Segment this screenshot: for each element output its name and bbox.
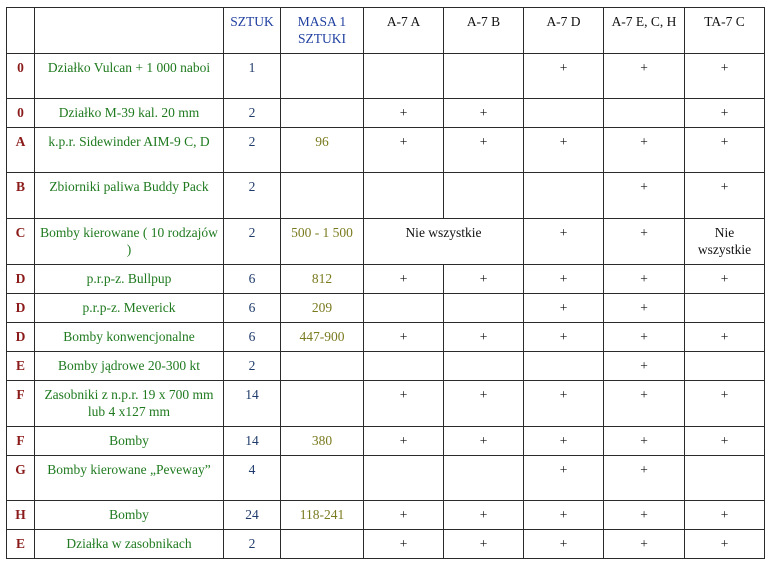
weapon-name: Zasobniki z n.p.r. 19 x 700 mm lub 4 x127 mm — [35, 381, 224, 427]
variant-mark — [444, 173, 524, 219]
variant-mark: + — [444, 501, 524, 530]
variant-mark — [524, 352, 604, 381]
weapon-name: Działka w zasobnikach — [35, 530, 224, 559]
variant-mark: + — [364, 381, 444, 427]
variant-mark: + — [604, 323, 685, 352]
weapon-code: 0 — [7, 99, 35, 128]
variant-mark: + — [524, 54, 604, 99]
variant-mark: + — [524, 381, 604, 427]
weapon-name: Zbiorniki paliwa Buddy Pack — [35, 173, 224, 219]
weapon-code: 0 — [7, 54, 35, 99]
variant-mark: + — [364, 323, 444, 352]
weapon-name: p.r.p-z. Bullpup — [35, 265, 224, 294]
variant-mark: + — [604, 427, 685, 456]
variant-mark — [444, 294, 524, 323]
weapon-quantity: 2 — [224, 173, 281, 219]
weapon-mass: 118-241 — [281, 501, 364, 530]
header-a7d: A-7 D — [524, 8, 604, 54]
table-row — [7, 265, 765, 294]
header-a7ech: A-7 E, C, H — [604, 8, 685, 54]
weapon-quantity: 6 — [224, 323, 281, 352]
variant-mark: + — [604, 456, 685, 501]
table-row — [7, 456, 765, 501]
variant-mark: + — [364, 530, 444, 559]
table-row — [7, 323, 765, 352]
variant-mark: + — [364, 99, 444, 128]
variant-mark: + — [604, 501, 685, 530]
weapon-mass — [281, 352, 364, 381]
table-row — [7, 219, 765, 265]
variant-mark — [364, 173, 444, 219]
variant-mark — [444, 54, 524, 99]
variant-mark: + — [604, 265, 685, 294]
variant-mark — [444, 352, 524, 381]
armament-table — [6, 7, 765, 559]
header-a7b: A-7 B — [444, 8, 524, 54]
variant-mark — [685, 294, 765, 323]
variant-mark: + — [604, 54, 685, 99]
weapon-code: E — [7, 352, 35, 381]
header-a7a: A-7 A — [364, 8, 444, 54]
weapon-mass — [281, 54, 364, 99]
variant-mark: + — [524, 294, 604, 323]
table-row — [7, 530, 765, 559]
weapon-code: F — [7, 427, 35, 456]
variant-mark: + — [444, 530, 524, 559]
weapon-quantity: 2 — [224, 352, 281, 381]
weapon-code: G — [7, 456, 35, 501]
weapon-quantity: 2 — [224, 128, 281, 173]
variant-mark — [524, 99, 604, 128]
weapon-name: Działko Vulcan + 1 000 naboi — [35, 54, 224, 99]
weapon-mass: 96 — [281, 128, 364, 173]
weapon-name: k.p.r. Sidewinder AIM-9 C, D — [35, 128, 224, 173]
weapon-mass — [281, 456, 364, 501]
variant-mark: + — [604, 173, 685, 219]
weapon-quantity: 2 — [224, 99, 281, 128]
variant-mark: + — [685, 173, 765, 219]
weapon-code: D — [7, 323, 35, 352]
weapon-mass: 380 — [281, 427, 364, 456]
variant-mark: + — [685, 501, 765, 530]
armament-table-body — [7, 8, 765, 559]
weapon-mass: 447-900 — [281, 323, 364, 352]
weapon-quantity: 4 — [224, 456, 281, 501]
table-row — [7, 352, 765, 381]
variant-mark: + — [444, 381, 524, 427]
table-row — [7, 128, 765, 173]
variant-mark: + — [524, 265, 604, 294]
weapon-name: Bomby kierowane ( 10 rodzajów ) — [35, 219, 224, 265]
weapon-mass — [281, 99, 364, 128]
variant-mark: + — [364, 427, 444, 456]
table-row — [7, 294, 765, 323]
variant-mark: + — [524, 128, 604, 173]
header-mass: MASA 1 SZTUKI — [281, 8, 364, 54]
variant-mark: + — [604, 381, 685, 427]
variant-mark — [685, 456, 765, 501]
weapon-mass: 209 — [281, 294, 364, 323]
weapon-name: Bomby konwencjonalne — [35, 323, 224, 352]
weapon-mass — [281, 530, 364, 559]
variant-mark: + — [685, 265, 765, 294]
header-qty: SZTUK — [224, 8, 281, 54]
weapon-quantity: 1 — [224, 54, 281, 99]
variant-mark: + — [604, 128, 685, 173]
weapon-mass: 500 - 1 500 — [281, 219, 364, 265]
variant-mark: + — [604, 294, 685, 323]
variant-mark: + — [364, 128, 444, 173]
weapon-quantity: 6 — [224, 294, 281, 323]
variant-mark: + — [364, 265, 444, 294]
weapon-quantity: 6 — [224, 265, 281, 294]
variant-mark: + — [444, 265, 524, 294]
weapon-name: Bomby jądrowe 20-300 kt — [35, 352, 224, 381]
header-code — [7, 8, 35, 54]
weapon-mass: 812 — [281, 265, 364, 294]
weapon-code: A — [7, 128, 35, 173]
variant-mark — [364, 54, 444, 99]
weapon-quantity: 14 — [224, 381, 281, 427]
weapon-name: p.r.p-z. Meverick — [35, 294, 224, 323]
variant-mark: + — [524, 530, 604, 559]
weapon-code: D — [7, 294, 35, 323]
weapon-code: B — [7, 173, 35, 219]
table-row — [7, 173, 765, 219]
weapon-name: Bomby — [35, 427, 224, 456]
weapon-code: H — [7, 501, 35, 530]
weapon-quantity: 2 — [224, 530, 281, 559]
weapon-quantity: 14 — [224, 427, 281, 456]
weapon-mass — [281, 381, 364, 427]
weapon-name: Działko M-39 kal. 20 mm — [35, 99, 224, 128]
table-row — [7, 54, 765, 99]
table-row — [7, 99, 765, 128]
weapon-code: F — [7, 381, 35, 427]
weapon-mass — [281, 173, 364, 219]
variant-a7a-a7b-mark: Nie wszystkie — [364, 219, 524, 265]
weapon-code: C — [7, 219, 35, 265]
table-row — [7, 501, 765, 530]
variant-mark: + — [685, 381, 765, 427]
weapon-name: Bomby — [35, 501, 224, 530]
variant-mark: + — [685, 427, 765, 456]
table-row — [7, 427, 765, 456]
header-name — [35, 8, 224, 54]
variant-mark: + — [685, 530, 765, 559]
weapon-quantity: 24 — [224, 501, 281, 530]
weapon-code: D — [7, 265, 35, 294]
variant-mark — [685, 352, 765, 381]
weapon-quantity: 2 — [224, 219, 281, 265]
table-row — [7, 381, 765, 427]
variant-mark: + — [604, 219, 685, 265]
variant-mark — [364, 352, 444, 381]
variant-mark: + — [444, 427, 524, 456]
variant-mark: + — [524, 456, 604, 501]
variant-mark: + — [685, 128, 765, 173]
variant-mark — [364, 294, 444, 323]
variant-mark: + — [524, 219, 604, 265]
variant-mark: + — [685, 323, 765, 352]
weapon-code: E — [7, 530, 35, 559]
variant-mark — [524, 173, 604, 219]
variant-mark: + — [604, 530, 685, 559]
variant-mark — [364, 456, 444, 501]
variant-mark — [444, 456, 524, 501]
header-ta7c: TA-7 C — [685, 8, 765, 54]
variant-mark: + — [364, 501, 444, 530]
variant-mark — [604, 99, 685, 128]
header-row — [7, 8, 765, 54]
variant-mark: + — [524, 427, 604, 456]
weapon-name: Bomby kierowane „Peveway” — [35, 456, 224, 501]
variant-mark: + — [685, 99, 765, 128]
variant-mark: + — [444, 99, 524, 128]
variant-mark: + — [524, 501, 604, 530]
variant-mark: + — [604, 352, 685, 381]
variant-mark: + — [444, 323, 524, 352]
variant-mark: + — [444, 128, 524, 173]
variant-mark: Nie wszystkie — [685, 219, 765, 265]
variant-mark: + — [524, 323, 604, 352]
variant-mark: + — [685, 54, 765, 99]
